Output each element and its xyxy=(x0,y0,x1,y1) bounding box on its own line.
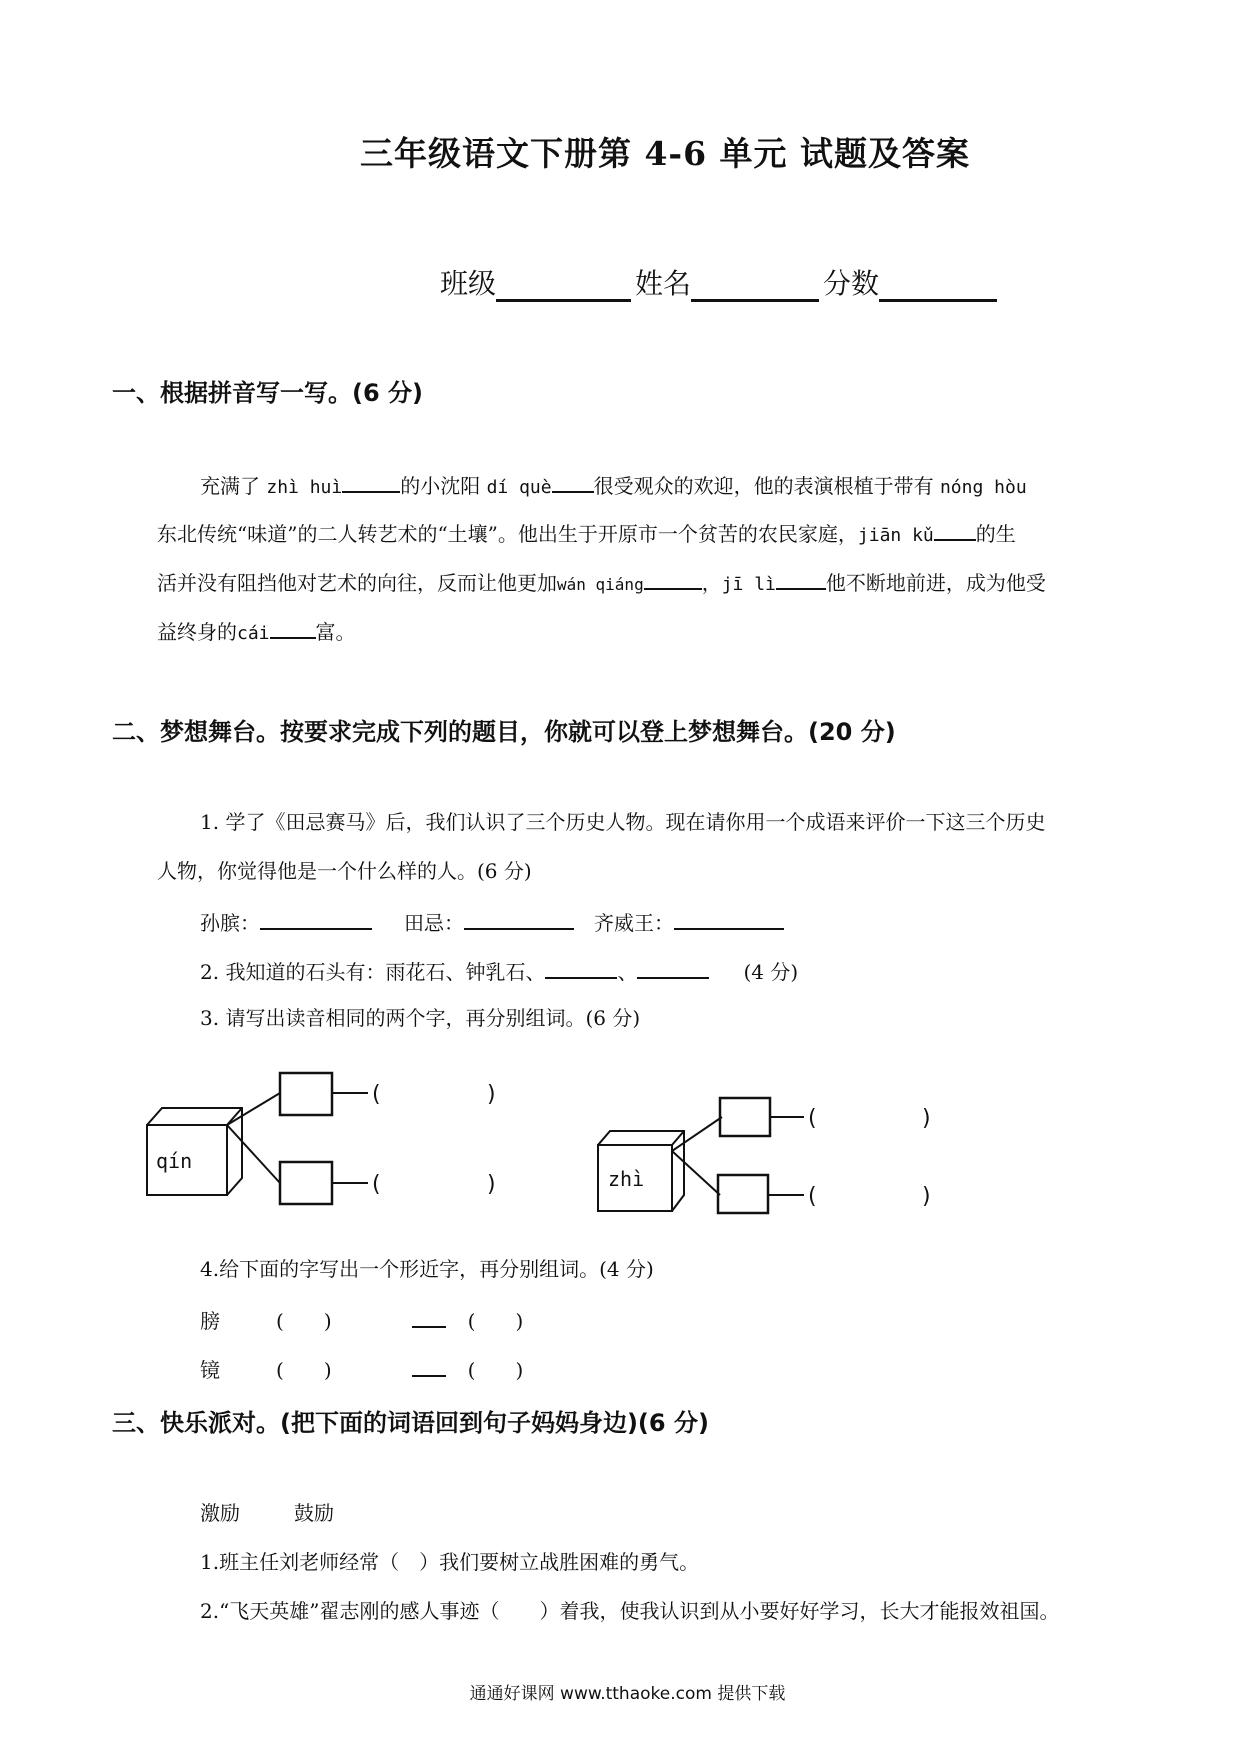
pinyin: nóng hòu xyxy=(939,477,1027,498)
pinyin: zhì huì xyxy=(266,477,343,498)
branch-line xyxy=(227,1125,280,1183)
text: 东北传统“味道”的二人转艺术的“土壤”。他出生于开原市一个贫苦的农民家庭， xyxy=(157,522,858,546)
answer-blank[interactable] xyxy=(552,473,594,493)
q1-line1: 1. 学了《田忌赛马》后，我们认识了三个历史人物。现在请你用一个成语来评价一下这三个历史 xyxy=(200,810,1046,834)
paren-close: ) xyxy=(922,1184,931,1209)
answer-box[interactable] xyxy=(280,1162,332,1204)
score-label: 分数 xyxy=(823,267,880,300)
homophone-diagram xyxy=(132,1065,992,1225)
footer: 通通好课网 www.tthaoke.com 提供下载 xyxy=(469,1684,786,1704)
paren-close: ) xyxy=(487,1172,496,1197)
word-bank xyxy=(200,1503,334,1523)
paren-open: ( xyxy=(808,1106,817,1131)
person-label: 田忌： xyxy=(404,911,464,935)
text: 益终身的 xyxy=(157,620,237,644)
s1-line3 xyxy=(157,570,1046,594)
text: 活并没有阻挡他对艺术的向往，反而让他更加 xyxy=(157,571,557,595)
text: 、 xyxy=(617,960,638,984)
section1-heading: 一、根据拼音写一写。(6 分) xyxy=(112,379,423,407)
answer-blank[interactable] xyxy=(342,473,400,493)
answer-blank[interactable] xyxy=(464,910,574,930)
answer-box[interactable] xyxy=(280,1073,332,1115)
branch-line xyxy=(672,1151,720,1195)
paren-open: ( xyxy=(372,1172,381,1197)
person-label: 齐威王： xyxy=(594,911,674,935)
text: 他不断地前进，成为他受 xyxy=(825,571,1046,595)
text: 充满了 xyxy=(200,474,260,498)
char: 镜 xyxy=(200,1358,220,1382)
word: 鼓励 xyxy=(294,1501,334,1525)
text: 富。 xyxy=(315,620,356,644)
text: ， xyxy=(701,571,722,595)
answer-blank[interactable] xyxy=(674,910,784,930)
q1-line2: 人物，你觉得他是一个什么样的人。(6 分) xyxy=(157,859,532,883)
score-field[interactable] xyxy=(879,273,997,302)
class-field[interactable] xyxy=(496,273,631,302)
paren-close: ) xyxy=(922,1106,931,1131)
q3: 3. 请写出读音相同的两个字，再分别组词。(6 分) xyxy=(200,1006,641,1030)
text: 很受观众的欢迎，他的表演根植于带有 xyxy=(593,474,934,498)
pinyin: jī lì xyxy=(721,574,776,595)
paren: ( xyxy=(276,1358,284,1382)
text: 的小沈阳 xyxy=(400,474,481,498)
answer-blank[interactable] xyxy=(260,910,372,930)
section2-heading: 二、梦想舞台。按要求完成下列的题目，你就可以登上梦想舞台。(20 分) xyxy=(112,718,896,746)
name-label: 姓名 xyxy=(635,267,692,300)
word: 激励 xyxy=(200,1501,240,1525)
pinyin-zhi: zhì xyxy=(608,1167,645,1191)
person-label: 孙膑： xyxy=(200,911,260,935)
answer-box[interactable] xyxy=(718,1175,768,1213)
text: 的生 xyxy=(975,522,1016,546)
s3-sentence-2: 2.“飞天英雄”翟志刚的感人事迹（ ）着我，使我认识到从小要好好学习，长大才能报效祖国。 xyxy=(200,1599,1060,1623)
char: 膀 xyxy=(200,1309,220,1333)
text: 2. 我知道的石头有：雨花石、钟乳石、 xyxy=(200,960,546,984)
answer-blank[interactable] xyxy=(644,570,702,590)
answer-blank[interactable] xyxy=(545,959,617,979)
pinyin-qin: qín xyxy=(156,1149,193,1173)
section3-heading: 三、快乐派对。(把下面的词语回到句子妈妈身边)(6 分) xyxy=(112,1409,709,1437)
answer-blank[interactable] xyxy=(270,619,316,639)
diagram-svg xyxy=(132,1065,992,1225)
answer-blank[interactable] xyxy=(934,521,976,541)
paren-close: ) xyxy=(487,1082,496,1107)
name-field[interactable] xyxy=(691,273,819,302)
pinyin: dí què xyxy=(486,477,552,498)
student-info-line xyxy=(440,262,1001,302)
q1-people xyxy=(200,910,784,933)
pinyin: wán qiáng xyxy=(557,575,644,594)
q4-row-1 xyxy=(200,1308,523,1331)
s1-line1 xyxy=(200,473,1027,497)
answer-blank[interactable] xyxy=(637,959,709,979)
answer-blank[interactable] xyxy=(412,1308,446,1328)
paren: ( xyxy=(467,1358,476,1382)
pinyin: jiān kǔ xyxy=(857,525,934,546)
paren: ( xyxy=(276,1309,284,1333)
branch-line xyxy=(672,1117,722,1151)
paren: ) xyxy=(323,1358,332,1382)
s3-sentence-1: 1.班主任刘老师经常（ ）我们要树立战胜困难的勇气。 xyxy=(200,1550,700,1574)
class-label: 班级 xyxy=(440,267,497,300)
answer-blank[interactable] xyxy=(776,570,826,590)
paren-open: ( xyxy=(808,1184,817,1209)
q2 xyxy=(200,959,798,982)
paren: ( xyxy=(467,1309,476,1333)
s1-line2 xyxy=(157,521,1016,545)
score: (4 分) xyxy=(743,960,799,984)
q4-row-2 xyxy=(200,1357,523,1380)
paren: ) xyxy=(515,1309,524,1333)
paren: ) xyxy=(323,1309,332,1333)
pinyin: cái xyxy=(237,623,270,644)
s1-line4 xyxy=(157,619,356,643)
answer-blank[interactable] xyxy=(412,1357,446,1377)
q4: 4.给下面的字写出一个形近字，再分别组词。(4 分) xyxy=(200,1257,654,1281)
answer-box[interactable] xyxy=(720,1098,770,1136)
paren-open: ( xyxy=(372,1082,381,1107)
paren: ) xyxy=(515,1358,524,1382)
page-title: 三年级语文下册第 4-6 单元 试题及答案 xyxy=(359,134,971,173)
